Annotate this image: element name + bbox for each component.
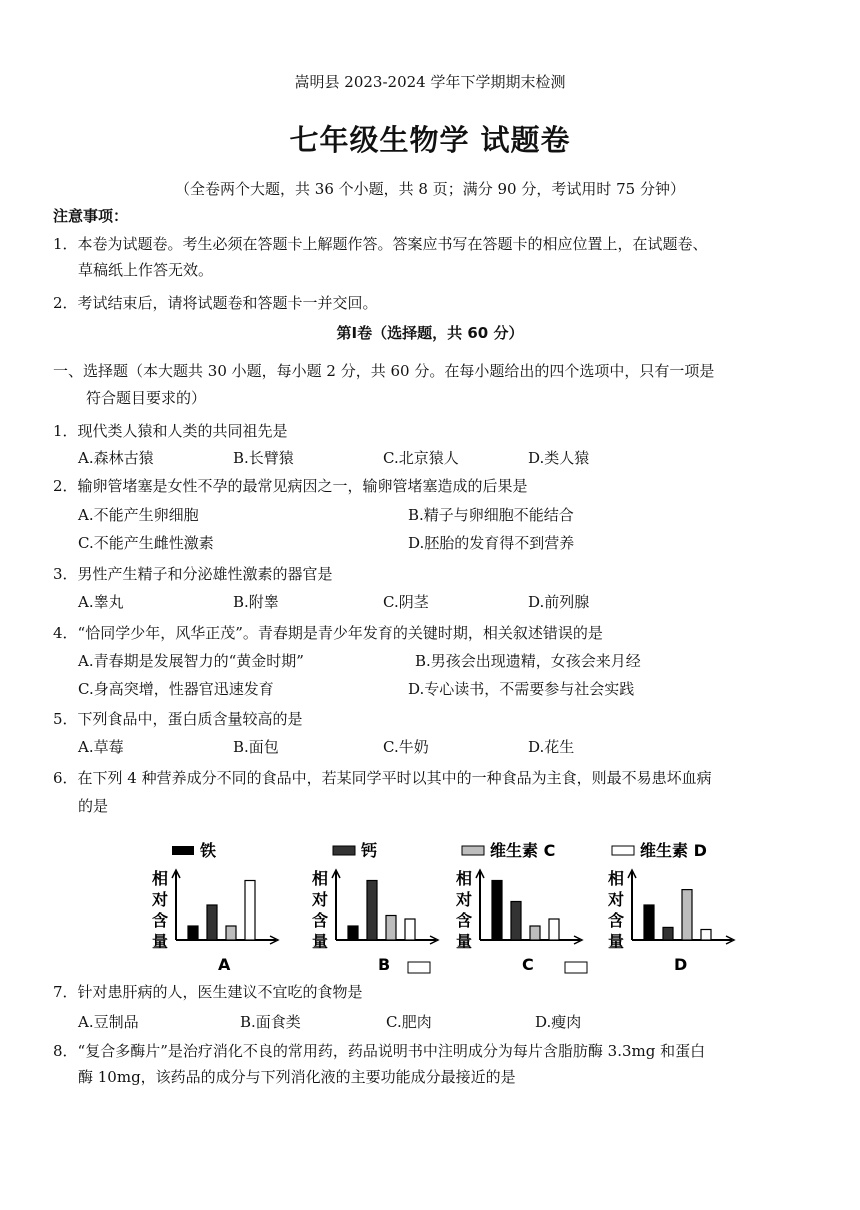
- question-2-stem: 2．输卵管堵塞是女性不孕的最常见病因之一，输卵管堵塞造成的后果是: [53, 477, 528, 495]
- question-6-stem-line-2: 的是: [78, 797, 109, 815]
- y-axis-label-char: 量: [152, 932, 169, 951]
- bar-a-vitamin-d: [245, 881, 255, 941]
- question-7-option-d: D.瘦肉: [535, 1013, 582, 1031]
- question-5-option-c: C.牛奶: [383, 738, 429, 756]
- y-axis-label-char: 含: [152, 911, 169, 930]
- section-heading-line-1: 一、选择题（本大题共 30 小题，每小题 2 分，共 60 分。在每小题给出的四个选项中，只有一项是: [53, 362, 715, 380]
- bar-b-calcium: [367, 881, 377, 941]
- y-axis-label-char: 相: [312, 869, 329, 888]
- bar-c-calcium: [511, 902, 521, 941]
- question-7-option-c: C.肥肉: [386, 1013, 432, 1031]
- panel-label-d: D: [674, 955, 688, 974]
- part-heading: 第Ⅰ卷（选择题，共 60 分）: [336, 324, 524, 342]
- y-axis-label-char: 含: [608, 911, 625, 930]
- legend-swatch-vitamin-d: [612, 846, 634, 855]
- chart-panel-a: [151, 869, 278, 974]
- question-7-option-a: A.豆制品: [78, 1013, 139, 1031]
- legend-label-vitamin-c: 维生素 C: [490, 841, 556, 860]
- question-4-stem: 4．“恰同学少年，风华正茂”。青春期是青少年发育的关键时期，相关叙述错误的是: [53, 624, 603, 642]
- exam-title: 七年级生物学 试题卷: [289, 123, 571, 157]
- panel-label-c: C: [522, 955, 534, 974]
- question-1-option-c: C.北京猿人: [383, 449, 459, 467]
- legend-swatch-calcium: [333, 846, 355, 855]
- question-3-option-d: D.前列腺: [528, 593, 590, 611]
- question-5-option-a: A.草莓: [78, 738, 124, 756]
- bar-a-calcium: [207, 905, 217, 940]
- question-8-stem-line-2: 酶 10mg，该药品的成分与下列消化液的主要功能成分最接近的是: [78, 1068, 516, 1086]
- question-5-stem: 5．下列食品中，蛋白质含量较高的是: [53, 710, 303, 728]
- y-axis-label-char: 相: [608, 869, 625, 888]
- question-2-option-b: B.精子与卵细胞不能结合: [408, 506, 574, 524]
- y-axis-label-char: 对: [312, 890, 329, 909]
- exam-subtitle: 嵩明县 2023-2024 学年下学期期末检测: [294, 73, 566, 91]
- bar-c-vitamin-d: [549, 919, 559, 940]
- question-4-option-d: D.专心读书，不需要参与社会实践: [408, 680, 635, 698]
- bar-a-vitamin-c: [226, 926, 236, 940]
- legend-swatch-vitamin-c: [462, 846, 484, 855]
- bar-c-iron: [492, 881, 502, 941]
- y-axis-label-char: 含: [312, 911, 329, 930]
- panel-label-b: B: [378, 955, 391, 974]
- chart-panel-c: [455, 869, 582, 974]
- question-1-option-a: A.森林古猿: [78, 449, 154, 467]
- exam-meta: （全卷两个大题，共 36 个小题，共 8 页；满分 90 分，考试用时 75 分钟）: [175, 180, 685, 198]
- question-3-stem: 3．男性产生精子和分泌雄性激素的器官是: [53, 565, 333, 583]
- y-axis-label-char: 相: [152, 869, 169, 888]
- legend-swatch-iron: [172, 846, 194, 855]
- bar-d-calcium: [663, 927, 673, 940]
- legend-label-iron: 铁: [200, 841, 217, 860]
- notice-item-1-line-2: 草稿纸上作答无效。: [78, 261, 214, 279]
- question-6-stem-line-1: 6．在下列 4 种营养成分不同的食品中，若某同学平时以其中的一种食品为主食，则最不易患坏血病: [53, 769, 712, 787]
- nutrient-chart: [0, 820, 860, 980]
- question-2-option-d: D.胚胎的发育得不到营养: [408, 534, 575, 552]
- question-3-option-c: C.阴茎: [383, 593, 429, 611]
- chart-panel-d: [607, 869, 734, 974]
- y-axis-label-char: 相: [456, 869, 473, 888]
- bar-d-iron: [644, 905, 654, 940]
- question-5-option-b: B.面包: [233, 738, 279, 756]
- notice-item-2: 2．考试结束后，请将试题卷和答题卡一并交回。: [53, 294, 378, 312]
- legend-label-calcium: 钙: [361, 841, 378, 860]
- question-7-option-b: B.面食类: [240, 1013, 301, 1031]
- y-axis-label-char: 含: [456, 911, 473, 930]
- y-axis-label-char: 对: [152, 890, 169, 909]
- notice-item-1-line-1: 1．本卷为试题卷。考生必须在答题卡上解题作答。答案应书写在答题卡的相应位置上，在试题卷、: [53, 235, 708, 253]
- bar-b-iron: [348, 926, 358, 940]
- question-8-stem-line-1: 8．“复合多酶片”是治疗消化不良的常用药，药品说明书中注明成分为每片含脂肪酶 3.3mg 和蛋白: [53, 1042, 706, 1060]
- y-axis-label-char: 量: [312, 932, 329, 951]
- question-1-option-d: D.类人猿: [528, 449, 590, 467]
- notice-heading: 注意事项：: [53, 207, 129, 225]
- bar-d-vitamin-d: [701, 930, 711, 941]
- y-axis-label-char: 对: [456, 890, 473, 909]
- section-heading-line-2: 符合题目要求的）: [86, 389, 207, 407]
- y-axis-label-char: 量: [456, 932, 473, 951]
- question-5-option-d: D.花生: [528, 738, 575, 756]
- question-1-stem: 1．现代类人猿和人类的共同祖先是: [53, 422, 288, 440]
- question-4-option-b: B.男孩会出现遗精，女孩会来月经: [415, 652, 641, 670]
- bar-d-vitamin-c: [682, 890, 692, 940]
- question-4-option-a: A.青春期是发展智力的“黄金时期”: [78, 652, 304, 670]
- bar-b-vitamin-d: [405, 919, 415, 940]
- question-2-option-a: A.不能产生卵细胞: [78, 506, 199, 524]
- panel-label-a: A: [218, 955, 231, 974]
- question-3-option-a: A.睾丸: [78, 593, 124, 611]
- question-3-option-b: B.附睾: [233, 593, 279, 611]
- bar-a-iron: [188, 926, 198, 940]
- chart-legend: [172, 841, 707, 860]
- y-axis-label-char: 对: [608, 890, 625, 909]
- answer-box-b: [408, 962, 430, 973]
- chart-panel-b: [311, 869, 438, 974]
- question-7-stem: 7．针对患肝病的人，医生建议不宜吃的食物是: [53, 983, 363, 1001]
- answer-box-c: [565, 962, 587, 973]
- bar-c-vitamin-c: [530, 926, 540, 940]
- legend-label-vitamin-d: 维生素 D: [640, 841, 707, 860]
- y-axis-label-char: 量: [608, 932, 625, 951]
- question-1-option-b: B.长臂猿: [233, 449, 294, 467]
- bar-b-vitamin-c: [386, 916, 396, 941]
- question-2-option-c: C.不能产生雌性激素: [78, 534, 214, 552]
- question-4-option-c: C.身高突增，性器官迅速发育: [78, 680, 274, 698]
